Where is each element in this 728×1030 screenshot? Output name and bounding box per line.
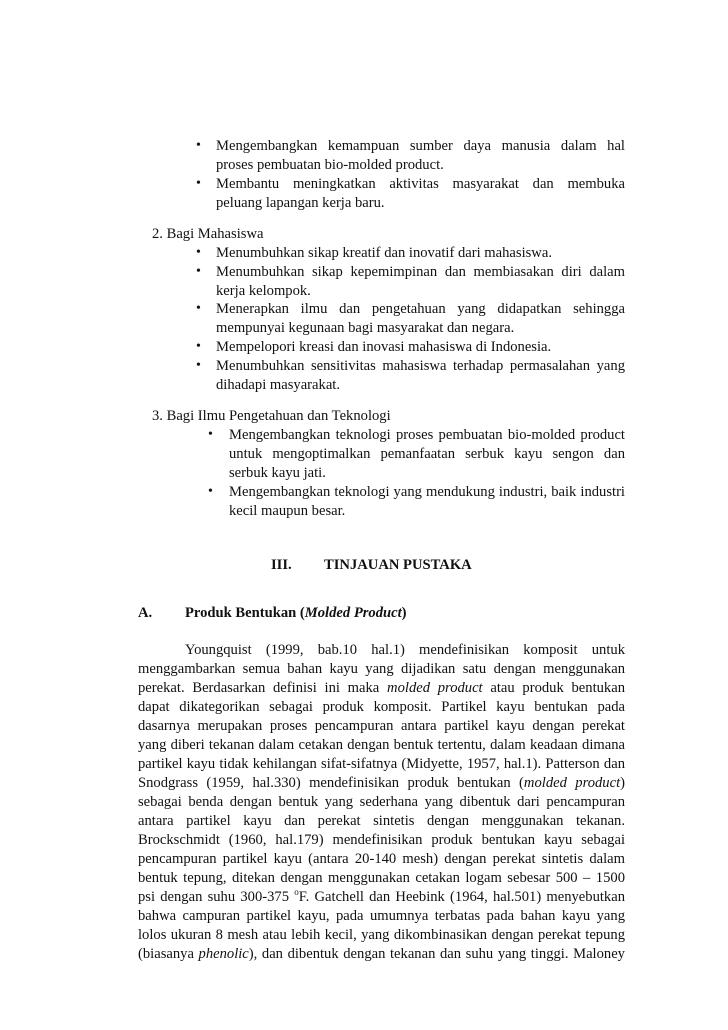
chapter-title: TINJAUAN PUSTAKA <box>324 557 472 573</box>
paragraph-line: Snodgrass (1959, hal.330) mendefinisikan produk bentukan (molded product) <box>138 775 626 791</box>
paragraph-line: partikel kayu tidak kehilangan sifat-sifatnya (Midyette, 1957, hal.1). Patterson dan <box>138 756 625 772</box>
chapter-number: III. <box>271 557 292 573</box>
paragraph-line: menggambarkan semua bahan kayu yang dijadikan satu dengan menggunakan <box>138 661 625 677</box>
paragraph-line: dapat dikategorikan sebagai produk komposit. Partikel kayu bentukan pada <box>138 699 625 715</box>
bullet-dot: • <box>196 264 201 279</box>
bullet-dot: • <box>196 176 201 191</box>
paragraph-line: dasarnya merupakan proses pencampuran antara partikel kayu dengan perekat <box>138 718 625 734</box>
paragraph-line: Brockschmidt (1960, hal.179) mendefinisikan produk bentukan kayu sebagai <box>138 832 625 848</box>
paragraph-line: antara partikel kayu dan perekat sintetis dengan menggunakan tekanan. <box>138 813 625 829</box>
bullet-line: Mengembangkan teknologi yang mendukung industri, baik industri <box>229 484 625 500</box>
bullet-line: Mengembangkan kemampuan sumber daya manusia dalam hal <box>216 138 625 154</box>
bullet-dot: • <box>196 339 201 354</box>
paragraph-line: Youngquist (1999, bab.10 hal.1) mendefinisikan komposit untuk <box>185 642 625 658</box>
paragraph-line: (biasanya phenolic), dan dibentuk dengan tekanan dan suhu yang tinggi. Maloney <box>138 946 625 962</box>
bullet-line: peluang lapangan kerja baru. <box>216 195 385 211</box>
paragraph-line: bahwa campuran partikel kayu, pada umumnya terbatas pada bahan kayu yang <box>138 908 625 924</box>
list-item-label: 3. Bagi Ilmu Pengetahuan dan Teknologi <box>152 408 391 424</box>
paragraph-line: yang diberi tekanan dalam cetakan dengan bentuk tertentu, dalam keadaan dimana <box>138 737 625 753</box>
bullet-line: untuk mengoptimalkan pemanfaatan serbuk kayu sengon dan <box>229 446 625 462</box>
bullet-dot: • <box>196 301 201 316</box>
paragraph-line: perekat. Berdasarkan definisi ini maka molded product atau produk bentukan <box>138 680 626 696</box>
bullet-line: kecil maupun besar. <box>229 503 346 519</box>
paragraph-line: psi dengan suhu 300-375 $^o$F. Gatchell dan Heebink (1964, hal.501) menyebutkan <box>138 887 625 905</box>
bullet-line: Menumbuhkan sensitivitas mahasiswa terhadap permasalahan yang <box>216 358 625 374</box>
bullet-line: mempunyai kegunaan bagi masyarakat dan negara. <box>216 320 515 336</box>
bullet-line: Menerapkan ilmu dan pengetahuan yang didapatkan sehingga <box>216 301 625 317</box>
bullet-line: Menumbuhkan sikap kreatif dan inovatif dari mahasiswa. <box>216 245 552 261</box>
section-title: Produk Bentukan (Molded Product) <box>185 605 407 621</box>
bullet-dot: • <box>196 358 201 373</box>
paragraph-line: sebagai benda dengan bentuk yang sederhana yang dibentuk dari pencampuran <box>138 794 625 810</box>
bullet-line: serbuk kayu jati. <box>229 465 326 481</box>
section-letter: A. <box>138 605 153 621</box>
bullet-dot: • <box>196 138 201 153</box>
bullet-line: Membantu meningkatkan aktivitas masyarakat dan membuka <box>216 176 625 192</box>
bullet-line: Menumbuhkan sikap kepemimpinan dan membiasakan diri dalam <box>216 264 625 280</box>
list-item-label: 2. Bagi Mahasiswa <box>152 226 264 242</box>
paragraph-line: pencampuran partikel kayu (antara 20-140 mesh) dengan perekat sintetis dalam <box>138 851 625 867</box>
bullet-line: Mengembangkan teknologi proses pembuatan bio-molded product <box>229 427 625 443</box>
bullet-dot: • <box>196 245 201 260</box>
paragraph-line: lolos ukuran 8 mesh atau lebih kecil, yang dikombinasikan dengan perekat tepung <box>138 927 625 943</box>
bullet-dot: • <box>208 427 213 442</box>
bullet-line: kerja kelompok. <box>216 283 311 299</box>
bullet-dot: • <box>208 484 213 499</box>
paragraph-line: bentuk tepung, ditekan dengan menggunakan cetakan logam sebesar 500 – 1500 <box>138 870 625 886</box>
bullet-line: dihadapi masyarakat. <box>216 377 340 393</box>
bullet-line: proses pembuatan bio-molded product. <box>216 157 444 173</box>
bullet-line: Mempelopori kreasi dan inovasi mahasiswa di Indonesia. <box>216 339 552 355</box>
